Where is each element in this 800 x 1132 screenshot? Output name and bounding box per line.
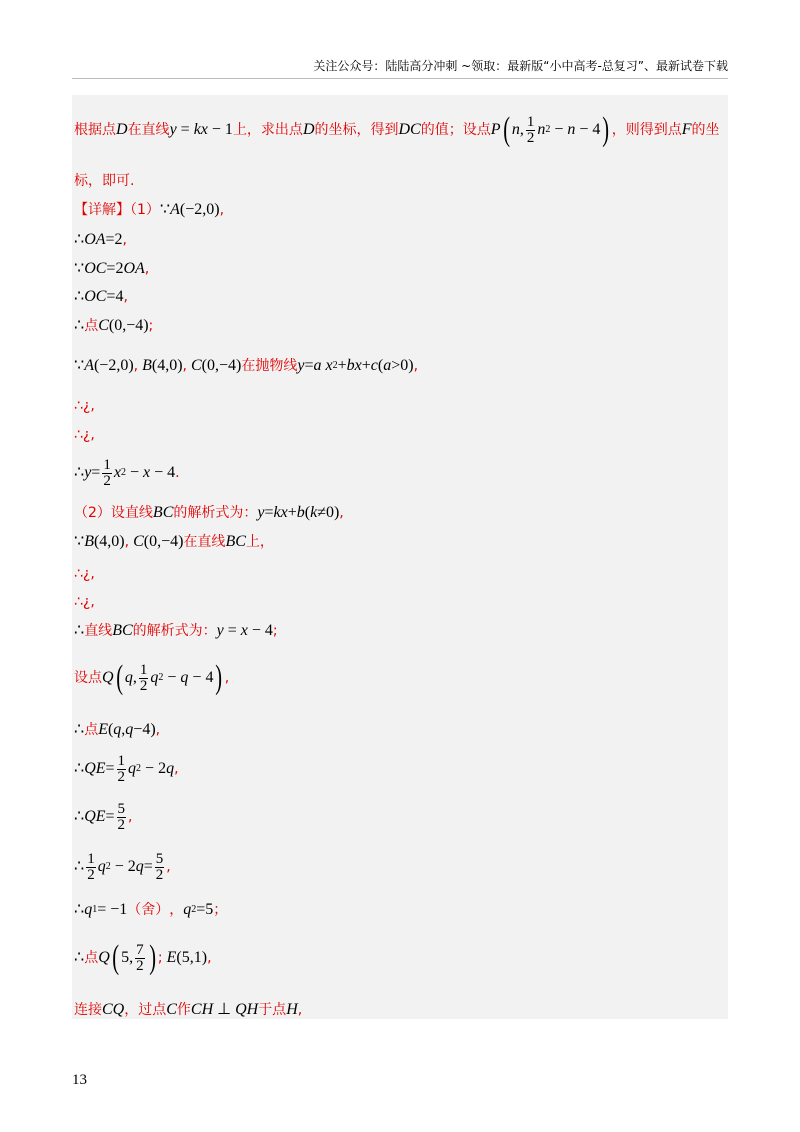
line-part2-bc: （2）设直线 BC 的解析式为： y = kx + b ( k ≠0) , <box>74 504 344 521</box>
line-connect-cq: 连接 CQ ，过点 C 作 CH ⊥ QH 于点 H , <box>74 1001 303 1018</box>
page-header: 关注公众号：陆陆高分冲刺 ~领取：最新版“小中高考-总复习”、最新试卷下载 <box>313 59 728 73</box>
line-oc-2oa: ∵ OC =2 OA , <box>74 260 150 277</box>
line-therefore-3: ∴¿, <box>74 566 95 582</box>
line-equation: ∴ $\frac{1}{2}$ q 2 − 2 q = $\frac{5}{2}$ , <box>74 850 171 883</box>
line-point-q: 设点 Q ( q , $\frac{1}{2}$ q 2 − q − 4 ) , <box>74 659 230 696</box>
line-parabola: ∵ A (−2,0) , B (4,0) , C (0,−4) 在抛物线 y = a x 2 + bx + c ( a >0) , <box>74 357 419 374</box>
line-qe-expr: ∴ QE = $\frac{1}{2}$ q 2 − 2 q , <box>74 752 179 785</box>
line-therefore-2: ∴¿, <box>74 427 95 443</box>
line-oa: ∴ OA =2 , <box>74 231 127 248</box>
line-q-e-coords: ∴ 点 Q ( 5, $\frac{7}{2}$ ) ; E (5,1) , <box>74 939 212 976</box>
line-qe-value: ∴ QE = $\frac{5}{2}$ , <box>74 800 133 833</box>
line-parabola-result: ∴ y = $\frac{1}{2}$ x 2 − x − 4 . <box>74 456 180 489</box>
line-detail-1: 【详解】（1） ∵ A (−2,0) , <box>74 201 225 218</box>
line-roots: ∴ q 1 = −1 （舍） ， q 2 =5 ； <box>74 901 228 918</box>
line-bc-points: ∵ B (4,0) , C (0,−4) 在直线 BC 上， <box>74 533 274 550</box>
line-oc-4: ∴ OC =4 , <box>74 288 128 305</box>
line-point-e: ∴ 点 E ( q , q −4) , <box>74 721 161 738</box>
line-bc-result: ∴ 直线 BC 的解析式为： y = x − 4 ; <box>74 622 278 639</box>
line-point-c: ∴ 点 C (0,−4) ; <box>74 317 154 334</box>
header-rule <box>72 78 728 79</box>
line-analysis-2: 标，即可. <box>74 173 135 189</box>
page-number: 13 <box>72 1072 87 1088</box>
line-analysis-1: 根据点 D 在直线 y = kx − 1 上，求出点 D 的坐标，得到 DC 的值；设点 P ( n , $\frac{1}{2}$ n 2 − n − 4 ) ，则得到点 F 的坐 <box>74 111 720 148</box>
line-therefore-1: ∴¿, <box>74 398 95 414</box>
line-therefore-4: ∴¿, <box>74 594 95 610</box>
